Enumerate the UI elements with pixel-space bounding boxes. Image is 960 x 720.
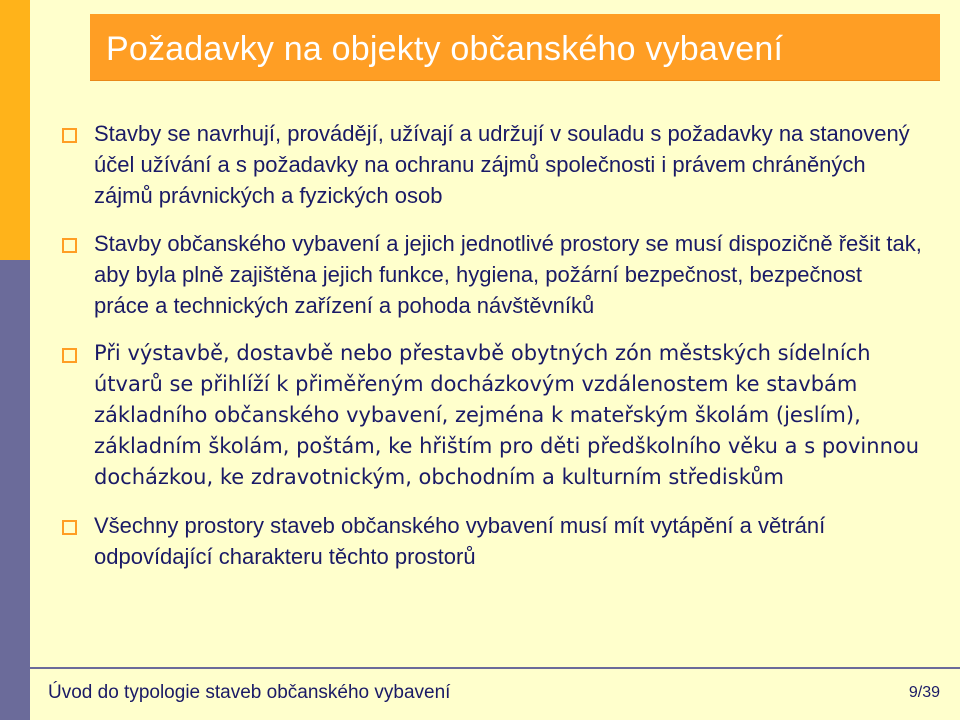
square-bullet-icon xyxy=(62,128,77,143)
bullet-text-1: Stavby se navrhují, provádějí, užívají a udržují v souladu s požadavky na stanovený účel užívání a s požadavky na ochranu zájmů společnosti i právem chráněných zájmů právnických a fyzických osob xyxy=(94,121,910,208)
bullet-list xyxy=(62,118,922,589)
bullet-text-4: Všechny prostory staveb občanského vybavení musí mít vytápění a větrání odpovídající charakteru těchto prostorů xyxy=(94,513,826,569)
bullet-item-1 xyxy=(62,118,922,211)
footer-divider xyxy=(30,667,960,669)
sidebar-accent-purple xyxy=(0,260,30,720)
bullet-text-2: Stavby občanského vybavení a jejich jednotlivé prostory se musí dispozičně řešit tak, aby byla plně zajištěna jejich funkce, hygiena, požární bezpečnost, bezpečnost práce a technických zařízení a pohoda návštěvníků xyxy=(94,231,922,318)
bullet-item-3 xyxy=(62,338,922,493)
square-bullet-icon xyxy=(62,238,77,253)
page-number: 9/39 xyxy=(908,684,940,701)
footer-course-title: Úvod do typologie staveb občanského vybavení xyxy=(48,682,451,703)
square-bullet-icon xyxy=(62,520,77,535)
title-banner xyxy=(90,14,940,80)
bullet-item-2 xyxy=(62,228,922,321)
bullet-item-4 xyxy=(62,510,922,572)
slide-title: Požadavky na objekty občanského vybavení xyxy=(106,30,784,68)
square-bullet-icon xyxy=(62,348,77,363)
sidebar-accent-orange xyxy=(0,0,30,260)
bullet-text-3: Při výstavbě, dostavbě nebo přestavbě obytných zón městských sídelních útvarů se přihlíží k přiměřeným docházkovým vzdálenostem ke stavbám základního občanského vybavení, zejména k mateřským školám (jeslím), základním školám, poštám, ke hřištím pro děti předškolního věku a s povinnou docházkou, ke zdravotnickým, obchodním a kulturním střediskům xyxy=(94,341,920,489)
